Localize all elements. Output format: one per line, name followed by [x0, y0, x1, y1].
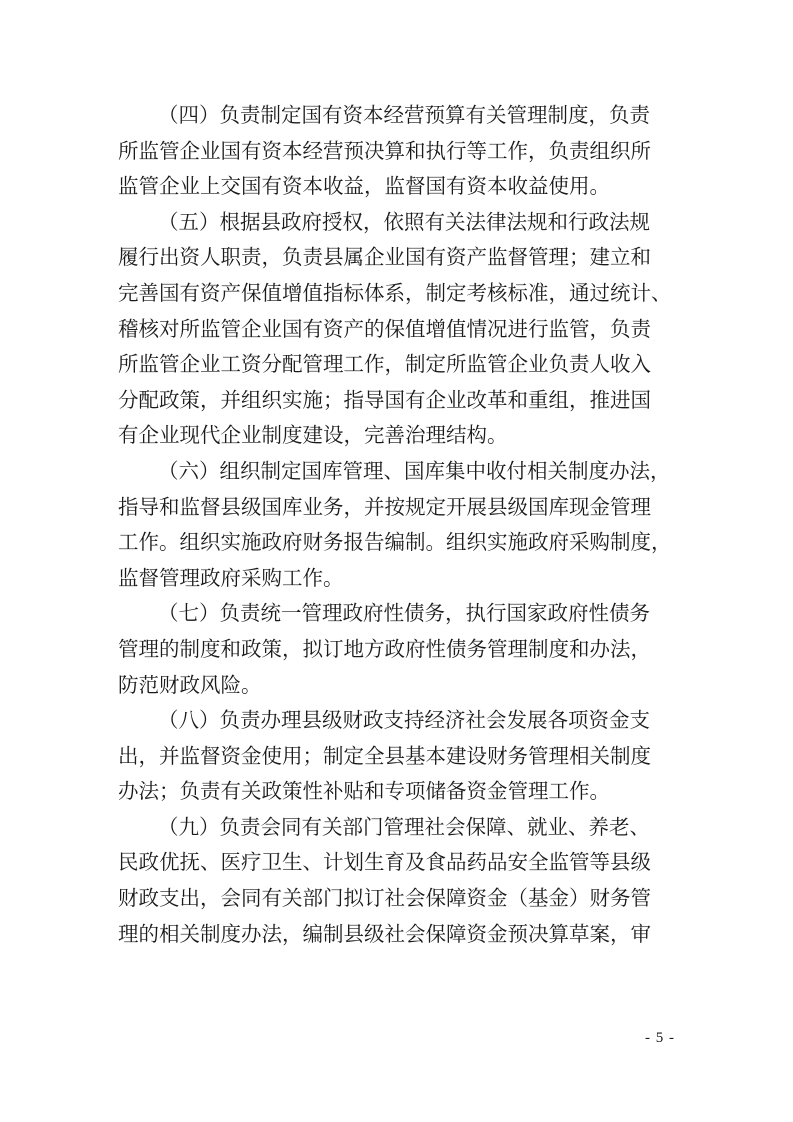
paragraph	[118, 810, 678, 952]
paragraph	[118, 596, 678, 703]
paragraph	[118, 98, 678, 205]
paragraph-line: 所监管企业国有资本经营预决算和执行等工作，负责组织所	[118, 138, 651, 163]
paragraph-line: 履行出资人职责，负责县属企业国有资产监督管理；建立和	[118, 245, 651, 270]
paragraph-line: 办法；负责有关政策性补贴和专项储备资金管理工作。	[118, 779, 610, 804]
paragraph-line: 分配政策，并组织实施；指导国有企业改革和重组，推进国	[118, 387, 651, 412]
paragraph	[118, 205, 678, 454]
document-body	[118, 98, 678, 952]
paragraph-line: （八）负责办理县级财政支持经济社会发展各项资金支	[158, 708, 650, 733]
paragraph-line: 所监管企业工资分配管理工作，制定所监管企业负责人收入	[118, 352, 651, 377]
paragraph	[118, 454, 678, 596]
paragraph-line: （六）组织制定国库管理、国库集中收付相关制度办法，	[158, 458, 671, 483]
paragraph-line: 指导和监督县级国库业务，并按规定开展县级国库现金管理	[118, 494, 651, 519]
paragraph-line: 工作。组织实施政府财务报告编制。组织实施政府采购制度，	[118, 530, 672, 555]
paragraph-line: 理的相关制度办法，编制县级社会保障资金预决算草案，审	[118, 921, 651, 946]
paragraph	[118, 703, 678, 810]
paragraph-line: （九）负责会同有关部门管理社会保障、就业、养老、	[158, 814, 650, 839]
paragraph-line: （四）负责制定国有资本经营预算有关管理制度，负责	[158, 103, 650, 127]
paragraph-line: 财政支出，会同有关部门拟订社会保障资金（基金）财务管	[118, 886, 651, 911]
paragraph-line: 防范财政风险。	[118, 672, 262, 697]
paragraph-line: （五）根据县政府授权，依照有关法律法规和行政法规	[158, 209, 650, 234]
paragraph-line: （七）负责统一管理政府性债务，执行国家政府性债务	[158, 601, 650, 626]
paragraph-line: 出，并监督资金使用；制定全县基本建设财务管理相关制度	[118, 743, 651, 768]
paragraph-line: 有企业现代企业制度建设，完善治理结构。	[118, 423, 508, 448]
paragraph-line: 管理的制度和政策，拟订地方政府性债务管理制度和办法，	[118, 636, 651, 661]
paragraph-line: 完善国有资产保值增值指标体系，制定考核标准，通过统计、	[118, 280, 672, 305]
page-number: - 5 -	[645, 1030, 675, 1046]
paragraph-line: 监管企业上交国有资本收益，监督国有资本收益使用。	[118, 174, 610, 199]
paragraph-line: 监督管理政府采购工作。	[118, 565, 344, 590]
paragraph-line: 民政优抚、医疗卫生、计划生育及食品药品安全监管等县级	[118, 850, 651, 875]
paragraph-line: 稽核对所监管企业国有资产的保值增值情况进行监管，负责	[118, 316, 651, 341]
